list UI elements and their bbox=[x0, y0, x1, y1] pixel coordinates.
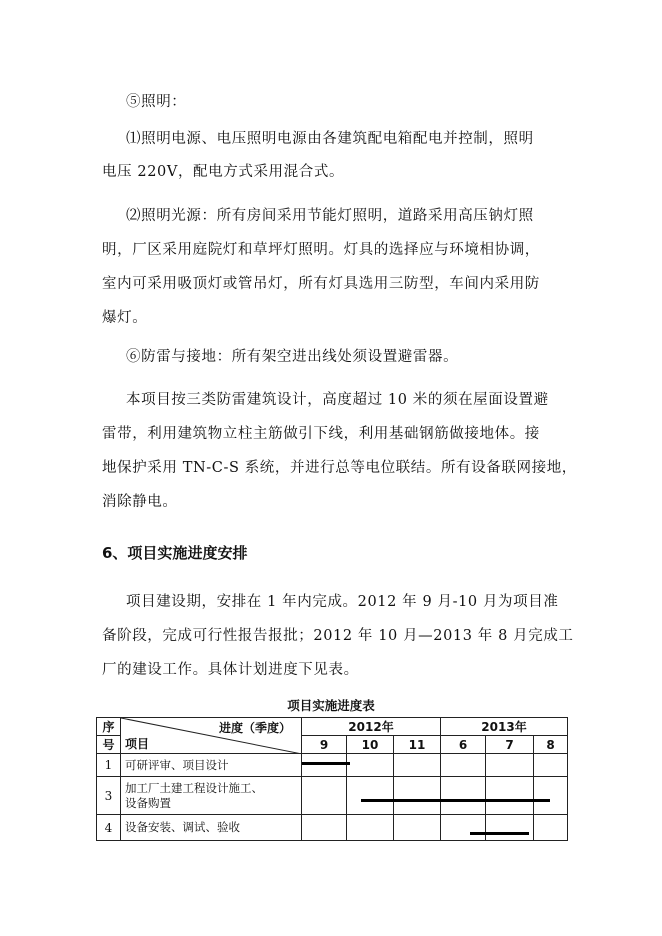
year-2013: 2013年 bbox=[441, 718, 568, 736]
table-row bbox=[97, 777, 568, 815]
gantt-bar-construction bbox=[361, 799, 550, 802]
lighting-title: ⑤照明： bbox=[126, 94, 187, 110]
paragraph-line: ⑴照明电源、电压照明电源由各建筑配电箱配电并控制，照明 bbox=[126, 131, 534, 147]
header-progress: 进度（季度） bbox=[218, 721, 291, 735]
row-no: 4 bbox=[97, 815, 121, 841]
row-item bbox=[121, 777, 302, 815]
paragraph-line: 明，厂区采用庭院灯和草坪灯照明。灯具的选择应与环境相协调， bbox=[102, 242, 540, 258]
paragraph-line: 地保护采用 TN-C-S 系统，并进行总等电位联结。所有设备联网接地， bbox=[102, 460, 577, 476]
row-item: 设备安装、调试、验收 bbox=[121, 815, 302, 841]
month-header: 9 bbox=[302, 736, 347, 754]
paragraph-line: 备阶段，完成可行性报告报批；2012 年 10 月—2013 年 8 月完成工 bbox=[102, 628, 574, 644]
lightning-title: ⑥防雷与接地：所有架空进出线处须设置避雷器。 bbox=[126, 349, 459, 365]
month-header: 10 bbox=[347, 736, 394, 754]
paragraph-line: 项目建设期，安排在 1 年内完成。2012 年 9 月-10 月为项目准 bbox=[126, 594, 559, 610]
table-row bbox=[97, 754, 568, 777]
paragraph-line: 爆灯。 bbox=[102, 310, 148, 326]
month-header: 8 bbox=[534, 736, 568, 754]
row-item-line: 设备购置 bbox=[125, 795, 171, 810]
table-row bbox=[97, 815, 568, 841]
section-heading: 6、项目实施进度安排 bbox=[102, 544, 248, 562]
month-header: 7 bbox=[486, 736, 534, 754]
gantt-bar-installation bbox=[470, 832, 529, 835]
row-no: 3 bbox=[97, 777, 121, 815]
header-no-2: 号 bbox=[97, 736, 121, 754]
paragraph-line: 厂的建设工作。具体计划进度下见表。 bbox=[102, 662, 359, 678]
year-2012: 2012年 bbox=[302, 718, 441, 736]
header-item: 项目 bbox=[125, 737, 150, 751]
table-caption: 项目实施进度表 bbox=[287, 698, 375, 713]
paragraph-line: 消除静电。 bbox=[102, 494, 178, 510]
paragraph-line: 雷带，利用建筑物立柱主筋做引下线，利用基础钢筋做接地体。接 bbox=[102, 426, 540, 442]
paragraph-line: ⑵照明光源：所有房间采用节能灯照明，道路采用高压钠灯照 bbox=[126, 208, 534, 224]
gantt-bar-design bbox=[302, 762, 350, 765]
paragraph-line: 室内可采用吸顶灯或管吊灯，所有灯具选用三防型，车间内采用防 bbox=[102, 276, 540, 292]
paragraph-line: 本项目按三类防雷建筑设计，高度超过 10 米的须在屋面设置避 bbox=[126, 392, 549, 408]
header-no-1: 序 bbox=[97, 718, 121, 736]
month-header: 11 bbox=[394, 736, 441, 754]
row-no: 1 bbox=[97, 754, 121, 777]
header-diagonal-cell bbox=[121, 718, 302, 754]
row-item: 可研评审、项目设计 bbox=[121, 754, 302, 777]
schedule-table bbox=[96, 717, 568, 841]
month-header: 6 bbox=[441, 736, 486, 754]
paragraph-line: 电压 220V，配电方式采用混合式。 bbox=[102, 164, 345, 180]
row-item-line: 加工厂土建工程设计施工、 bbox=[125, 780, 263, 795]
